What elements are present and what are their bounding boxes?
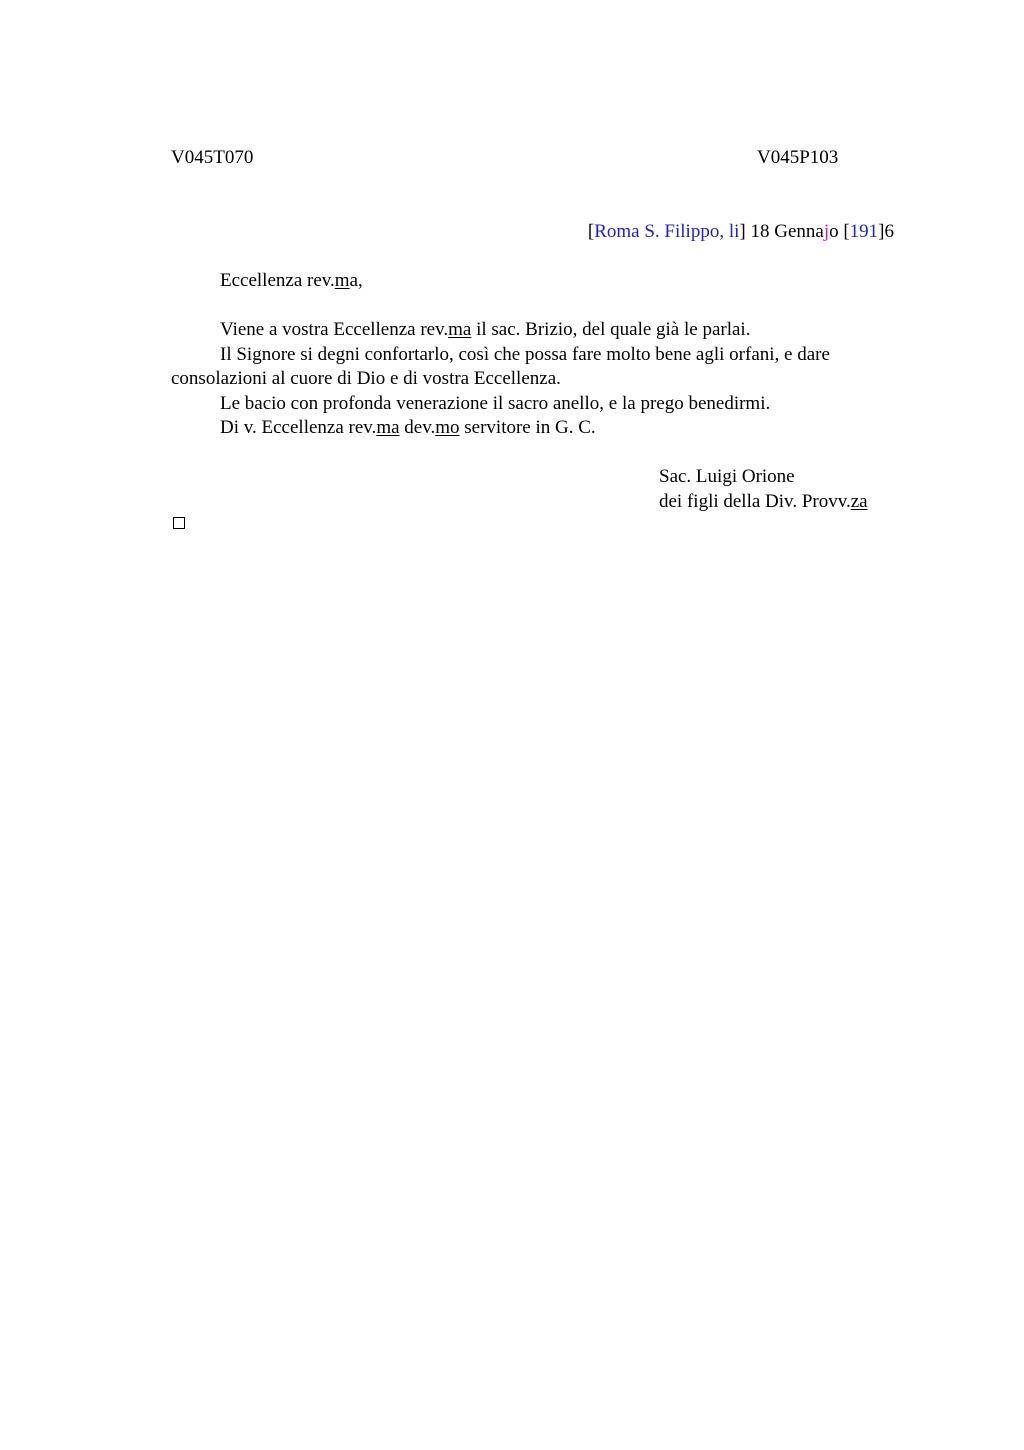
body-text: Viene a vostra Eccellenza rev. xyxy=(220,319,449,340)
body-paragraph-3: Le bacio con profonda venerazione il sacro anello, e la prego benedirmi. xyxy=(220,392,771,414)
salutation-text: Eccellenza rev. xyxy=(220,270,335,291)
signature xyxy=(659,465,868,514)
bracket-open-year: [ xyxy=(843,221,850,242)
body-paragraph-4 xyxy=(171,416,871,441)
body-abbr: mo xyxy=(435,417,460,438)
dateline-year-digit: 6 xyxy=(884,221,894,242)
signature-title xyxy=(659,490,868,515)
bracket-close: ] xyxy=(739,221,746,242)
salutation-abbr: m xyxy=(334,270,350,291)
body-text: il sac. Brizio, del quale già le parlai. xyxy=(471,319,751,340)
signature-title-abbr: za xyxy=(850,490,868,512)
bracket-close-year: ] xyxy=(878,221,885,242)
document-code-right: V045P103 xyxy=(757,147,839,168)
empty-square-icon xyxy=(173,517,185,529)
letter-body xyxy=(171,318,871,441)
dateline-month-rest: o xyxy=(829,221,844,242)
document-code-left: V045T070 xyxy=(171,147,254,168)
signature-title-text: dei figli della Div. Provv. xyxy=(659,490,851,512)
body-text: dev. xyxy=(399,417,436,438)
dateline-place: Roma S. Filippo, li xyxy=(594,221,740,242)
dateline-day-month: 18 Genna xyxy=(745,221,824,242)
body-abbr: ma xyxy=(448,319,472,340)
dateline-month-letter: j xyxy=(823,221,830,242)
salutation-text-end: a, xyxy=(349,270,363,291)
body-text: Di v. Eccellenza rev. xyxy=(220,417,377,438)
body-text: servitore in G. C. xyxy=(459,417,596,438)
body-abbr: ma xyxy=(376,417,400,438)
body-paragraph-1 xyxy=(171,318,871,343)
signature-name: Sac. Luigi Orione xyxy=(659,466,795,487)
bracket-open: [ xyxy=(587,221,595,242)
body-paragraph-2: Il Signore si degni confortarlo, così che possa fare molto bene agli orfani, e dare consolazioni al cuore di Dio e di vostra Eccellenza. xyxy=(171,343,830,389)
dateline xyxy=(588,220,894,245)
dateline-year-partial: 191 xyxy=(849,221,879,242)
salutation xyxy=(220,269,363,294)
